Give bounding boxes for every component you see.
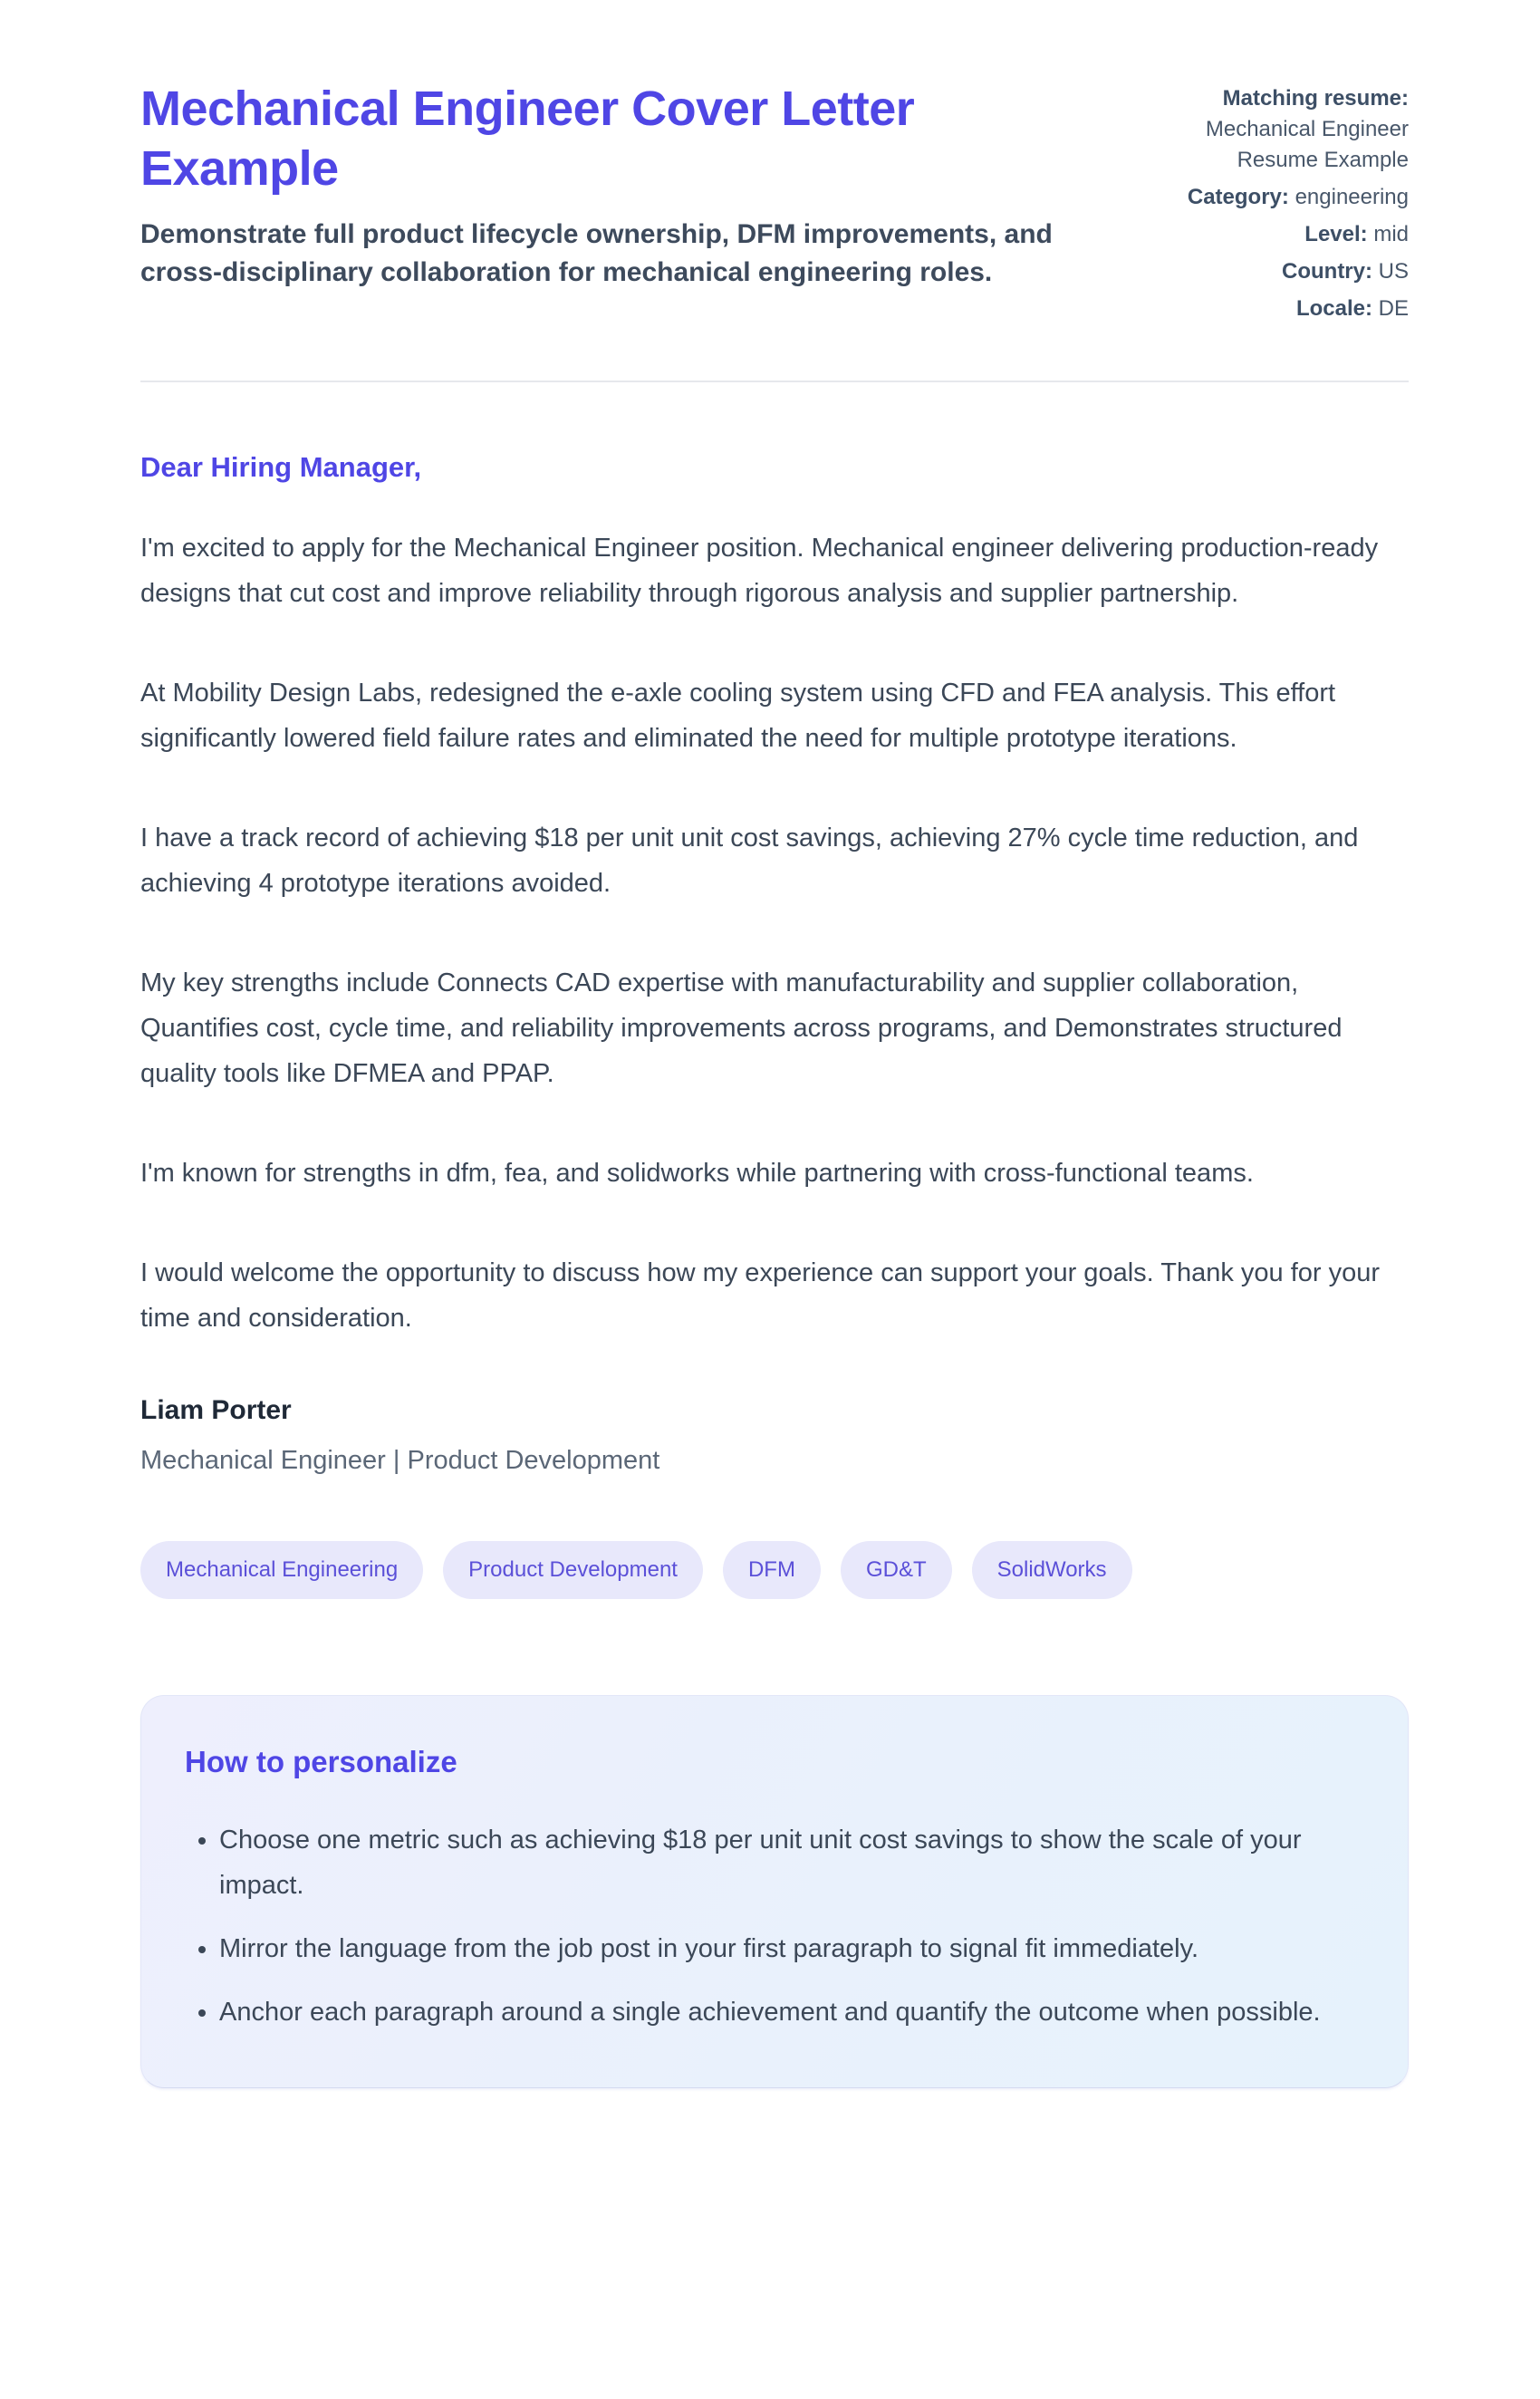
personalize-tip-list	[185, 1817, 1353, 2035]
meta-label: Locale:	[1295, 296, 1372, 322]
tag-dfm[interactable]: DFM	[723, 1541, 821, 1599]
meta-value: US	[1378, 259, 1409, 284]
meta-label: Country:	[1282, 259, 1372, 284]
tag-gdt[interactable]: GD&T	[841, 1541, 952, 1599]
meta-value: engineering	[1295, 185, 1409, 210]
page-title: Mechanical Engineer Cover Letter Example	[140, 82, 915, 196]
letter-paragraph: At Mobility Design Labs, redesigned the e-axle cooling system using CFD and FEA analysis. This effort significantly lowered field failure rates and eliminated the need for multiple prototype iterations.	[140, 678, 1336, 753]
header-title-block	[140, 80, 1083, 293]
meta-value: Mechanical Engineer Resume Example	[1205, 117, 1409, 173]
tag-solidworks[interactable]: SolidWorks	[972, 1541, 1132, 1599]
letter-body	[140, 451, 1409, 2088]
meta-label: Level:	[1304, 222, 1368, 247]
meta-country	[1178, 256, 1409, 287]
resume-meta-panel	[1178, 83, 1409, 332]
letter-paragraph: I'm excited to apply for the Mechanical Engineer position. Mechanical engineer delivering production-ready designs that cut cost and improve reliability through rigorous analysis and supplier partnership.	[140, 533, 1379, 608]
letter-paragraph: My key strengths include Connects CAD expertise with manufacturability and supplier collaboration, Quantifies cost, cycle time, and reliability improvements across programs, and Demonstrates structured quality tools like DFMEA and PPAP.	[140, 968, 1343, 1088]
letter-paragraph: I have a track record of achieving $18 per unit unit cost savings, achieving 27% cycle time reduction, and achieving 4 prototype iterations avoided.	[140, 823, 1359, 898]
meta-category	[1178, 182, 1409, 213]
meta-locale	[1178, 294, 1409, 324]
header	[140, 80, 1409, 332]
letter-paragraph: I would welcome the opportunity to discuss how my experience can support your goals. Thank you for your time and consideration.	[140, 1257, 1381, 1333]
personalize-callout	[140, 1695, 1409, 2088]
letter-paragraph: I'm known for strengths in dfm, fea, and solidworks while partnering with cross-functional teams.	[140, 1158, 1254, 1188]
meta-value: mid	[1373, 222, 1409, 247]
meta-matching-resume	[1178, 83, 1409, 176]
salutation: Dear Hiring Manager,	[140, 450, 422, 483]
personalize-tip: • Mirror the language from the job post in your first paragraph to signal fit immediately.	[219, 1926, 1353, 1971]
signature-title: Mechanical Engineer | Product Development	[140, 1445, 660, 1475]
meta-label: Matching resume:	[1222, 86, 1409, 111]
personalize-tip: • Anchor each paragraph around a single achievement and quantify the outcome when possible.	[219, 1990, 1353, 2035]
personalize-title: How to personalize	[185, 1744, 457, 1778]
meta-level	[1178, 219, 1409, 250]
tag-mechanical-engineering[interactable]: Mechanical Engineering	[140, 1541, 423, 1599]
meta-value: DE	[1378, 296, 1409, 322]
header-divider	[140, 381, 1409, 382]
tag-product-development[interactable]: Product Development	[443, 1541, 703, 1599]
tag-list	[140, 1541, 1409, 1599]
signature-name: Liam Porter	[140, 1394, 292, 1425]
personalize-tip: • Choose one metric such as achieving $18 per unit unit cost savings to show the scale of your impact.	[219, 1817, 1353, 1908]
page-subtitle: Demonstrate full product lifecycle ownership, DFM improvements, and cross-disciplinary collaboration for mechanical engineering roles.	[140, 218, 1053, 288]
meta-label: Category:	[1187, 185, 1289, 210]
